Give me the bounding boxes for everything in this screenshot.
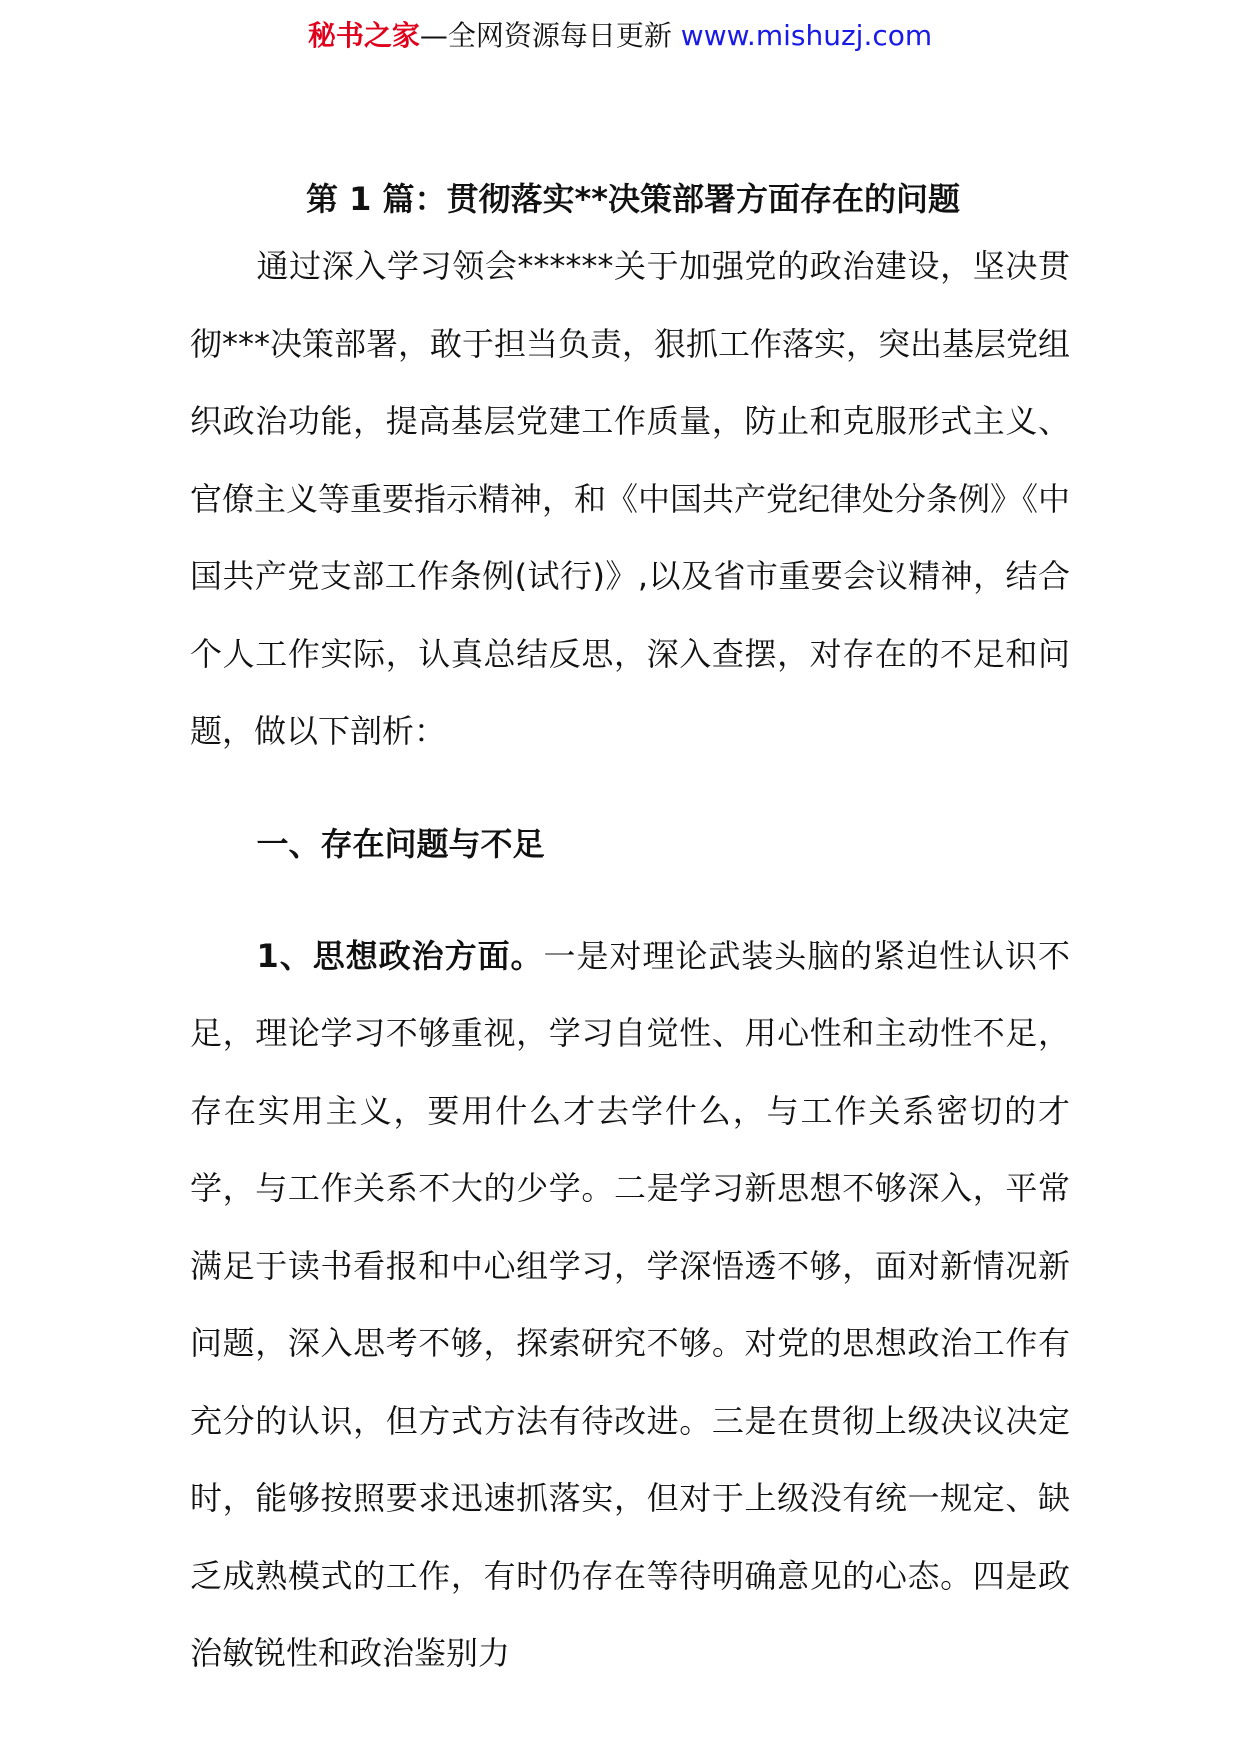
- item-1-body: 一是对理论武装头脑的紧迫性认识不足，理论学习不够重视，学习自觉性、用心性和主动性不足，存在实用主义，要用什么才去学什么，与工作关系密切的才学，与工作关系不大的少学。二是学习新思想不够深入，平常满足于读书看报和中心组学习，学深悟透不够，面对新情况新问题，深入思考不够，探索研究不够。对党的思想政治工作有充分的认识，但方式方法有待改进。三是在贯彻上级决议决定时，能够按照要求迅速抓落实，但对于上级没有统一规定、缺乏成熟模式的工作，有时仍存在等待明确意见的心态。四是政治敏锐性和政治鉴别力: [190, 936, 1070, 1672]
- site-url-link[interactable]: www.mishuzj.com: [680, 19, 933, 52]
- section-heading: 一、存在问题与不足: [256, 824, 545, 863]
- document-body: [190, 170, 1070, 1693]
- item-1-lead: 1、思想政治方面。: [256, 936, 544, 975]
- document-title: 第 1 篇：贯彻落实**决策部署方面存在的问题: [305, 180, 961, 218]
- site-header: [0, 16, 1240, 56]
- site-brand: 秘书之家: [307, 19, 420, 52]
- site-tagline: —全网资源每日更新: [419, 19, 672, 52]
- item-1-paragraph: [190, 918, 1070, 1693]
- intro-paragraph: 通过深入学习领会******关于加强党的政治建设，坚决贯彻***决策部署，敢于担当负责，狠抓工作落实，突出基层党组织政治功能，提高基层党建工作质量，防止和克服形式主义、官僚主义等重要指示精神，和《中国共产党纪律处分条例》《中国共产党支部工作条例(试行)》,以及省市重要会议精神，结合个人工作实际，认真总结反思，深入查摆，对存在的不足和问题，做以下剖析：: [190, 247, 1071, 750]
